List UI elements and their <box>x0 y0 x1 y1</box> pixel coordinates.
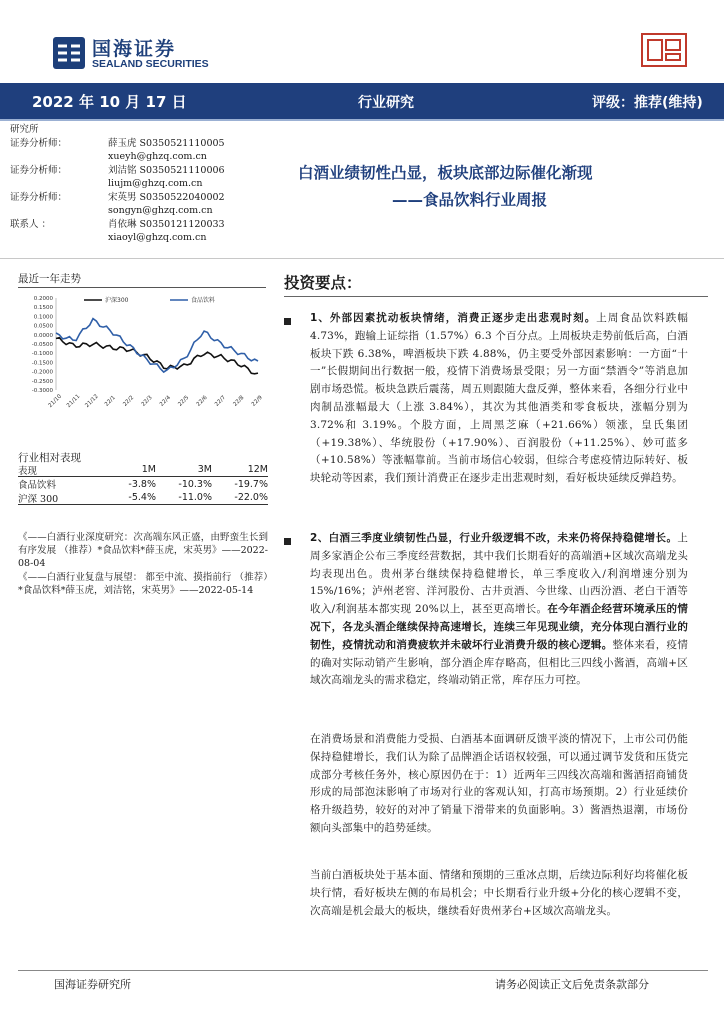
section-divider <box>0 258 724 259</box>
y-tick-label: -0.2500 <box>31 378 53 385</box>
y-tick-label: -0.3000 <box>31 388 53 394</box>
header-cell: 表现 <box>18 465 38 477</box>
y-tick-label: -0.2000 <box>31 369 53 376</box>
institute-label: 研究所 <box>10 124 39 135</box>
paragraph-2-lead: 2、白酒三季度业绩韧性凸显，行业升级逻辑不改，未来仍将保持稳健增长。 <box>310 532 678 544</box>
table-cell: -3.8% <box>128 478 156 490</box>
analyst-row <box>10 150 300 164</box>
x-tick-label: 22/4 <box>158 394 172 408</box>
x-tick-label: 22/9 <box>250 394 264 408</box>
x-tick-label: 22/6 <box>195 394 209 408</box>
performance-header-row <box>18 463 268 477</box>
analyst-role: 证券分析师： <box>10 191 68 203</box>
analyst-row <box>10 191 300 205</box>
table-cell: -5.4% <box>128 492 156 503</box>
row-label: 食品饮料 <box>18 480 57 491</box>
table-cell: -22.0% <box>234 492 268 503</box>
report-rating: 评级：推荐(维持) <box>592 95 703 111</box>
header-cell: 3M <box>197 464 212 475</box>
analyst-value: 肖依琳 S0350121120033 <box>108 218 225 230</box>
analyst-role <box>10 231 108 245</box>
footer-institute: 国海证券研究所 <box>54 978 131 991</box>
brand-name-cn: 国海证券 <box>92 38 177 60</box>
y-tick-label: 0.2000 <box>33 296 53 302</box>
report-date: 2022 年 10 月 17 日 <box>32 93 187 111</box>
x-tick-label: 21/12 <box>84 393 100 410</box>
analyst-role: 联系人 ： <box>10 218 52 230</box>
paragraph-2 <box>310 530 688 690</box>
legend-label: 食品饮料 <box>191 297 216 304</box>
paragraph-1-body: 上周食品饮料跌幅4.73%，跑输上证综指（1.57%）6.3 个百分点。上周板块走势前低后高，白酒板块下跌 6.38%，啤酒板块下跌 4.88%，仍主要受外部因素影响：一方面“十一”长假期间出行数据一般，疫情下消费场景受限；另一方面“禁酒令”等消息加剧市场恐慌。板块急跌后震荡，周五则跟随大盘反弹，整体来看，各细分行业中肉制品涨幅最大（上涨 3.84%），其次为其他酒类和零食板块，涨幅分别为 3.72%和 3.19%。个股方面，上周黑芝麻（+21.66%）领涨，皇氏集团（+19.38%）、华统股份（+17.90%）、百润股份（+11.25%）、妙可蓝多（+10.58%）等涨幅靠前。当前市场信心较弱，但综合考虑疫情边际转好、板块轮动等因素，我们预计消费正在逐步走出悲观时刻，看好板块延续反弹趋势。 <box>310 312 689 485</box>
footer-disclaimer: 请务必阅读正文后免责条款部分 <box>495 978 649 991</box>
analyst-value: xueyh@ghzq.com.cn <box>108 151 207 162</box>
footer-divider <box>18 970 708 971</box>
x-tick-label: 22/2 <box>122 394 136 408</box>
paragraph-2-emphasis: 在今年酒企经营环境承压的情况下，各龙头酒企继续保持高速增长，连续三年见现业绩，充分体现白酒行业的韧性，疫情扰动和消费疲软并未破坏行业消费升级的核心逻辑。 <box>310 603 689 651</box>
report-subtitle: ——食品饮料行业周报 <box>392 191 548 209</box>
series-line-hs300 <box>56 338 258 374</box>
analyst-value: songyn@ghzq.com.cn <box>108 205 213 216</box>
analyst-list <box>10 123 300 245</box>
report-category: 行业研究 <box>358 95 414 111</box>
table-cell: -19.7% <box>234 478 268 490</box>
paragraph-1 <box>310 310 688 488</box>
header-divider <box>0 119 724 121</box>
paragraph-4: 当前白酒板块处于基本面、情绪和预期的三重冰点期，后续边际利好均将催化板块行情，看好板块左侧的布局机会；中长期看行业升级+分化的核心逻辑不变，次高端是机会最大的板块，继续看好贵州茅台+区域次高端龙头。 <box>310 869 688 917</box>
paragraph-2-body: 上周多家酒企公布三季度经营数据，其中我们长期看好的高端酒+区域次高端龙头均表现出色。贵州茅台继续保持稳健增长，单三季度收入/利润增速分别为 15%/16%；泸州老窖、洋河股份、古井贡酒、今世缘、山西汾酒、老白干酒等收入/利润基本都实现 20%以上，甚至更高增长。 <box>310 532 688 616</box>
analyst-role <box>10 177 108 191</box>
analyst-value: xiaoyl@ghzq.com.cn <box>108 232 207 243</box>
research-seal-icon <box>640 32 688 68</box>
row-label: 沪深 300 <box>18 493 59 505</box>
paragraph-3: 在消费场景和消费能力受损、白酒基本面调研反馈平淡的情况下，上市公司仍能保持稳健增长，我们认为除了品牌酒企话语权较强，可以通过调节发货和压货完成部分考核任务外，核心原因仍在于：1）近两年三四线次高端和酱酒招商铺货形成的局部泡沫影响了市场对行业的客观认知，打高市场预期。2）行业延续价格升级趋势，较好的对冲了销量下滑带来的负面影响。3）酱酒热退潮，市场份额向头部集中的趋势延续。 <box>310 733 688 834</box>
report-header-band <box>0 83 724 119</box>
y-tick-label: -0.1500 <box>31 360 53 367</box>
bullet-icon <box>284 318 291 325</box>
x-tick-label: 22/7 <box>214 394 228 408</box>
header-cell: 1M <box>141 464 156 475</box>
analyst-role <box>10 150 108 164</box>
y-tick-label: 0.1500 <box>33 305 53 312</box>
trend-rule <box>18 287 266 288</box>
x-tick-label: 21/11 <box>65 393 82 410</box>
analyst-role: 证券分析师： <box>10 137 68 149</box>
table-row <box>18 477 268 491</box>
brand-name-en: SEALAND SECURITIES <box>92 58 209 70</box>
series-line-food-beverage <box>56 319 258 373</box>
bullet-icon <box>284 538 291 545</box>
table-row <box>18 491 268 505</box>
analyst-value: 宋英男 S0350522040002 <box>108 191 225 203</box>
analyst-value: 刘洁铭 S0350521110006 <box>108 164 225 176</box>
paragraph-2-tail: 整体来看，疫情的确对实际动销产生影响，部分酒企库存略高，但相比三四线小酱酒，高端+区域次高端龙头的需求稳定，终端动销正常，库存压力可控。 <box>310 638 688 687</box>
paragraph-1-lead: 1、外部因素扰动板块情绪，消费正逐步走出悲观时刻。 <box>310 312 597 324</box>
performance-table <box>18 463 268 505</box>
report-title: 白酒业绩韧性凸显，板块底部边际催化渐现 <box>298 164 593 182</box>
analyst-role: 证券分析师： <box>10 164 68 176</box>
x-tick-label: 22/5 <box>177 394 191 408</box>
legend-label: 沪深300 <box>105 297 129 304</box>
table-cell: -10.3% <box>178 478 212 490</box>
analyst-value: liujm@ghzq.com.cn <box>108 178 203 189</box>
analyst-row <box>10 218 300 232</box>
y-tick-label: -0.0500 <box>31 342 53 348</box>
trend-chart <box>18 290 266 420</box>
analyst-row <box>10 137 300 151</box>
y-tick-label: 0.0500 <box>33 323 53 330</box>
y-tick-label: 0.0000 <box>33 332 53 339</box>
sealand-logo-icon <box>52 36 86 70</box>
x-tick-label: 22/3 <box>140 394 154 408</box>
analyst-row <box>10 177 300 191</box>
header-cell: 12M <box>247 464 268 475</box>
x-tick-label: 22/8 <box>232 394 246 408</box>
brand-logo <box>52 34 212 74</box>
performance-title: 行业相对表现 <box>18 452 81 464</box>
table-cell: -11.0% <box>178 492 212 503</box>
key-points-rule <box>284 296 708 297</box>
analyst-role <box>10 204 108 218</box>
x-tick-label: 21/10 <box>47 393 64 410</box>
trend-label: 最近一年走势 <box>18 273 81 285</box>
analyst-value: 薛玉虎 S0350521110005 <box>108 137 225 149</box>
analyst-row <box>10 164 300 178</box>
y-tick-label: -0.1000 <box>31 351 53 358</box>
related-reports: 《——白酒行业深度研究：次高端东风正盛，由野蛮生长到有序发展 （推荐）*食品饮料*薛玉虎，宋英男》——2022-08-04 《——白酒行业复盘与展望： 都至中流、摸指前行 （推荐）*食品饮料*薛玉虎，刘洁铭，宋英男》——2022-05-14 <box>18 532 268 596</box>
x-tick-label: 22/1 <box>103 394 117 408</box>
y-tick-label: 0.1000 <box>33 314 53 321</box>
key-points-title: 投资要点： <box>284 274 362 292</box>
analyst-row <box>10 231 300 245</box>
analyst-row <box>10 204 300 218</box>
